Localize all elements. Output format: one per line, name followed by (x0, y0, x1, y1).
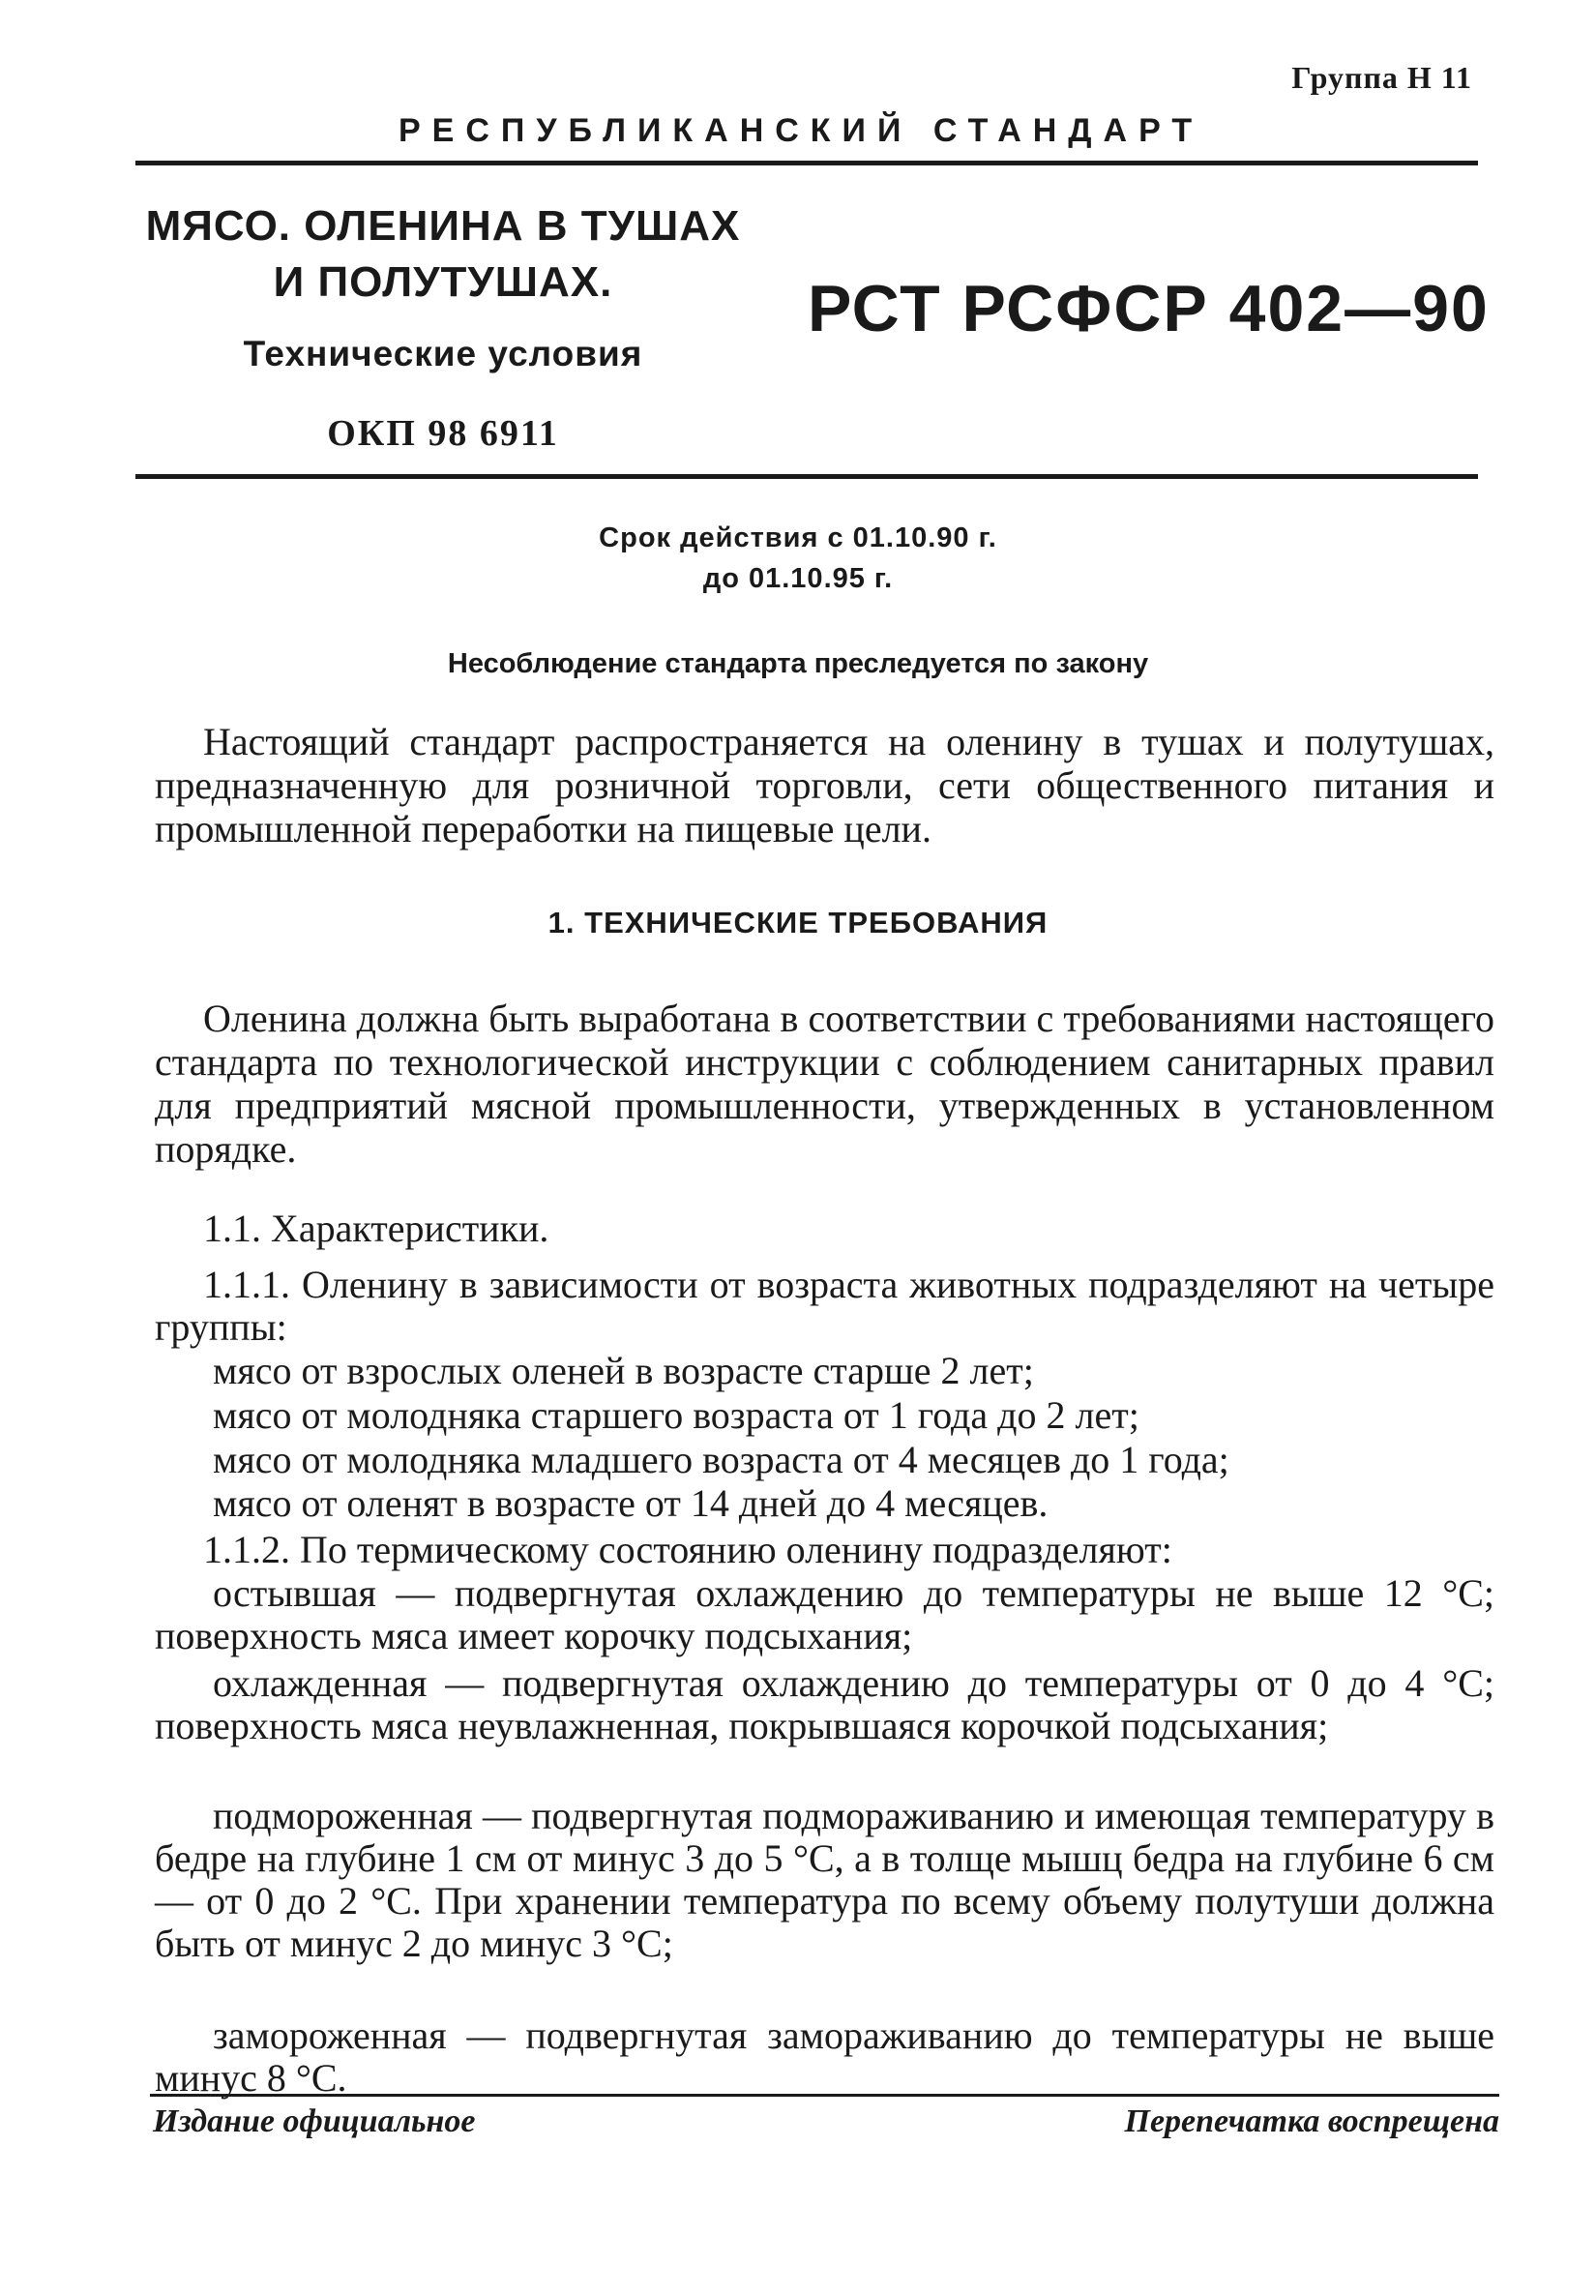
list-item: мясо от взрослых оленей в возрасте старше 2 лет; (213, 1349, 1034, 1392)
list-item: подмороженная — подвергнутая подмораживанию и имеющая температуру в бедре на глубине 1 см от минус 3 до 5 °С, а в толще мышц бедра на глубине 6 см — от 0 до 2 °С. При хранении температура по всему объему полутуши должна быть от минус 2 до минус 3 °С; (155, 1794, 1494, 1965)
clause-1-1-1: 1.1.1. Оленину в зависимости от возраста животных подразделяют на четыре группы: (155, 1263, 1494, 1349)
validity-from: Срок действия с 01.10.90 г. (599, 522, 997, 553)
scope-paragraph: Настоящий стандарт распространяется на оленину в тушах и полутушах, предназначенную для розничной торговли, сети общественного питания и промышленной переработки на пищевые цели. (155, 720, 1494, 850)
list-item: замороженная — подвергнутая замораживанию до температуры не выше минус 8 °С. (155, 2013, 1494, 2100)
legal-notice: Несоблюдение стандарта преследуется по закону (447, 648, 1149, 679)
document-title-line2: И ПОЛУТУШАХ. (273, 258, 613, 306)
group-label: Группа Н 11 (1291, 60, 1472, 95)
section-intro-paragraph: Оленина должна быть выработана в соответствии с требованиями настоящего стандарта по технологической инструкции с соблюдением санитарных правил для предприятий мясной промышленности, утвержденных в установленном порядке. (155, 997, 1494, 1171)
series-title: РЕСПУБЛИКАНСКИЙ СТАНДАРТ (399, 112, 1204, 149)
list-item: мясо от оленят в возрасте от 14 дней до 4 месяцев. (213, 1481, 1049, 1525)
footer-official-edition: Издание официальное (153, 2103, 476, 2139)
document-subtitle: Технические условия (243, 334, 643, 373)
section-heading: 1. ТЕХНИЧЕСКИЕ ТРЕБОВАНИЯ (547, 906, 1049, 939)
document-title-line1: МЯСО. ОЛЕНИНА В ТУШАХ (145, 202, 741, 250)
divider-bottom (150, 2094, 1499, 2097)
clause-1-1-2: 1.1.2. По термическому состоянию оленину подразделяют: (203, 1528, 1172, 1571)
divider-middle (135, 474, 1478, 479)
clause-1-1: 1.1. Характеристики. (203, 1207, 549, 1250)
list-item: охлажденная — подвергнутая охлаждению до температуры от 0 до 4 °С; поверхность мяса неувлажненная, покрывшаяся корочкой подсыхания; (155, 1661, 1494, 1747)
footer-reprint-notice: Перепечатка воспрещена (1124, 2103, 1499, 2139)
divider-top (135, 161, 1478, 165)
document-designation: РСТ РСФСР 402—90 (808, 272, 1490, 345)
list-item: мясо от молодняка младшего возраста от 4 месяцев до 1 года; (213, 1438, 1229, 1481)
okp-code: ОКП 98 6911 (327, 413, 559, 454)
list-item: мясо от молодняка старшего возраста от 1 года до 2 лет; (213, 1393, 1139, 1437)
document-title (124, 198, 762, 311)
list-item: остывшая — подвергнутая охлаждению до температуры не выше 12 °С; поверхность мяса имеет корочку подсыхания; (155, 1571, 1494, 1657)
validity-to: до 01.10.95 г. (702, 563, 894, 594)
